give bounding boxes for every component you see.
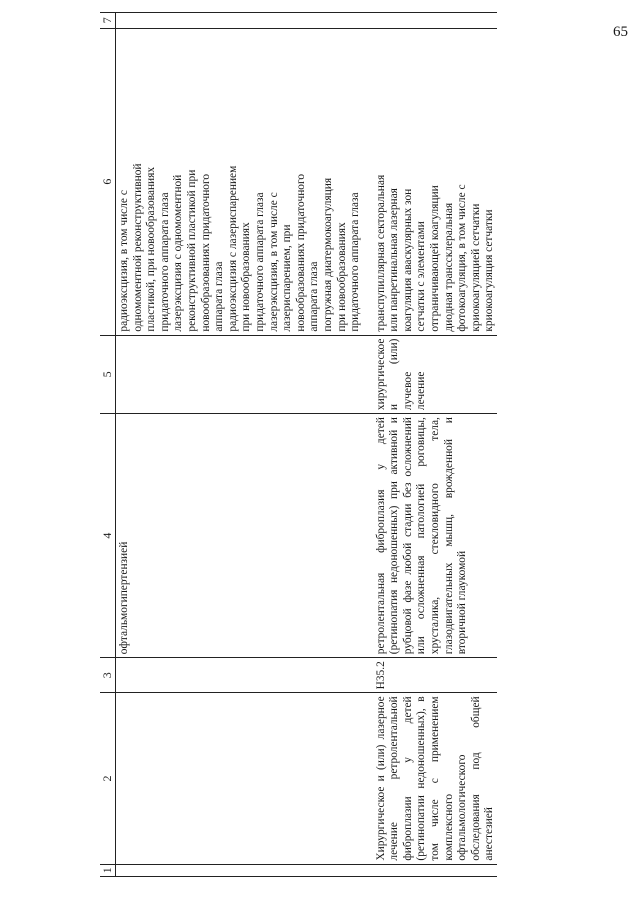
- page-number: 65: [613, 24, 628, 40]
- method-line: новообразованиях придаточного: [199, 173, 212, 332]
- method-line: или панретинальная лазерная: [388, 188, 401, 332]
- method-line: реконструктивной пластикой при: [185, 169, 198, 332]
- column-number-4: 4: [100, 414, 116, 658]
- row-1-procedure-name: [116, 693, 373, 864]
- column-number-7: 7: [100, 13, 116, 29]
- column-number-row: [100, 13, 116, 877]
- row-2-icd-code: H35.2: [373, 658, 497, 693]
- row-2-treatment-methods: [373, 28, 497, 335]
- row-1-col-7: [116, 13, 373, 29]
- method-line: лазериспарением, при: [281, 224, 294, 332]
- method-line: пластикой, при новообразованиях: [145, 166, 158, 332]
- method-line: коагуляция аваскулярных зон: [401, 188, 414, 332]
- method-line: при новообразованиях: [335, 222, 348, 332]
- row-1-treatment-type: [116, 335, 373, 413]
- method-line: придаточного аппарата глаза: [158, 192, 171, 332]
- row-2-col-1: [373, 864, 497, 876]
- method-line: диодная транссклеральная: [442, 202, 455, 332]
- table-row: [116, 13, 373, 877]
- row-2-treatment-type: хирургическое и (или) лучевое лечение: [373, 335, 497, 413]
- row-1-icd-code: [116, 658, 373, 693]
- method-line: транспупиллярная секторальная: [374, 174, 387, 332]
- method-line: при новообразованиях: [240, 222, 253, 332]
- method-line: лазерэксцизия с одномоментной: [172, 174, 185, 332]
- row-2-diagnosis: ретролентальная фиброплазия у детей (ретинопатия недоношенных) при активной и рубцовой фазе любой стадии без осложнений или осложненная патологией роговицы, хрусталика, стекловидного тела, глазодвигательных мышц, врожденной и вторичной глаукомой: [373, 414, 497, 658]
- column-number-2: 2: [100, 693, 116, 864]
- method-line: отграничивающей коагуляции: [429, 185, 442, 332]
- method-line: фотокоагуляция, в том числе с: [456, 184, 469, 332]
- method-line: сетчатки с элементами: [415, 221, 428, 332]
- column-number-1: 1: [100, 864, 116, 876]
- method-line: новообразованиях придаточного: [294, 173, 307, 332]
- row-1-diagnosis: офтальмогипертензией: [116, 414, 373, 658]
- treatment-table: [100, 12, 497, 877]
- row-1-col-1: [116, 864, 373, 876]
- method-line: лазерэксцизия, в том числе с: [267, 192, 280, 332]
- row-1-treatment-methods: [116, 28, 373, 335]
- method-line: аппарата глаза: [213, 261, 226, 332]
- method-line: криокоагуляцией сетчатки: [469, 203, 482, 332]
- table-row: [373, 13, 497, 877]
- row-2-col-7: [373, 13, 497, 29]
- column-number-6: 6: [100, 28, 116, 335]
- row-2-procedure-name: Хирургическое и (или) лазерное лечение ретролентальной фиброплазии у детей (ретинопатии недоношенных), в том числе с применением комплексного офтальмологического обследования под общей анестезией: [373, 693, 497, 864]
- method-line: радиоэксцизия с лазериспарением: [226, 165, 239, 332]
- column-number-3: 3: [100, 658, 116, 693]
- method-line: придаточного аппарата глаза: [349, 192, 362, 332]
- method-line: радиоэксцизия, в том числе с: [118, 190, 130, 332]
- method-line: погружная диатермокоагуляция: [321, 177, 334, 332]
- method-line: аппарата глаза: [308, 261, 321, 332]
- method-line: придаточного аппарата глаза: [253, 192, 266, 332]
- method-line: криокоагуляция сетчатки: [483, 209, 496, 332]
- method-line: одномоментной реконструктивной: [131, 163, 144, 332]
- column-number-5: 5: [100, 335, 116, 413]
